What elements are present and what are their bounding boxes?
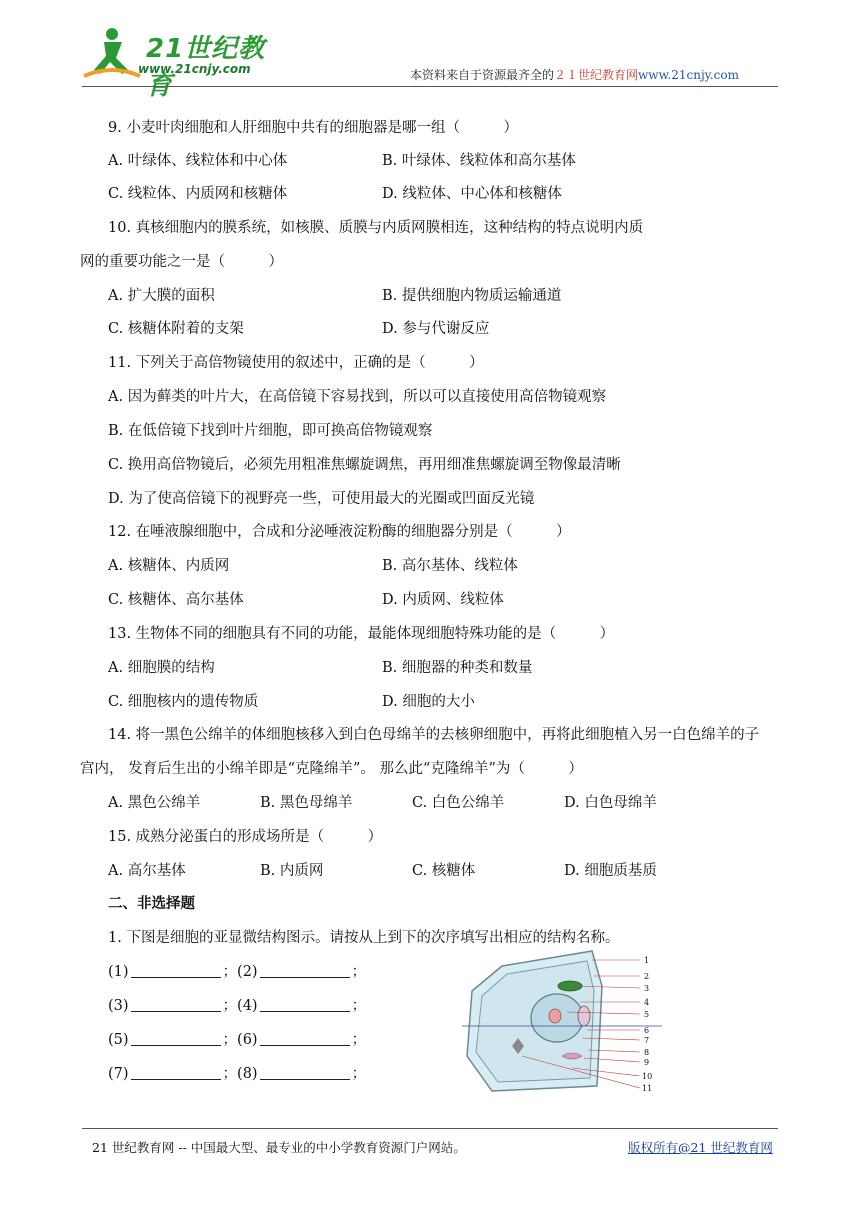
q9-option-b: B. 叶绿体、线粒体和高尔基体 xyxy=(382,153,576,169)
q14-option-a: A. 黑色公绵羊 xyxy=(108,795,201,811)
question-12-stem: 12. 在唾液腺细胞中，合成和分泌唾液淀粉酶的细胞器分别是（ ） xyxy=(108,524,571,540)
section2-question-1-stem: 1. 下图是细胞的亚显微结构图示。请按从上到下的次序填写出相应的结构名称。 xyxy=(108,930,620,946)
blank-sep: ； xyxy=(351,1066,367,1082)
diagram-label-7: 7 xyxy=(644,1036,650,1045)
q12-option-d: D. 内质网、线粒体 xyxy=(382,592,504,608)
blank-label-2: (2) xyxy=(237,964,258,980)
q15-option-c: C. 核糖体 xyxy=(412,863,476,879)
blank-5[interactable] xyxy=(131,1031,221,1046)
blank-sep: ； xyxy=(222,964,238,980)
footer-divider xyxy=(82,1128,778,1129)
q13-option-b: B. 细胞器的种类和数量 xyxy=(382,660,533,676)
blank-sep: ； xyxy=(351,1032,367,1048)
question-14-stem: 14. 将一黑色公绵羊的体细胞核移入到白色母绵羊的去核卵细胞中，再将此细胞植入另一白色绵羊的子 xyxy=(108,727,760,743)
source-site: ２１世纪教育网 xyxy=(554,68,639,82)
logo-site: www.21cnjy.com xyxy=(138,62,251,76)
blank-label-4: (4) xyxy=(237,998,258,1014)
blank-row-4 xyxy=(108,1062,366,1083)
question-11-stem: 11. 下列关于高倍物镜使用的叙述中，正确的是（ ） xyxy=(108,355,484,371)
site-logo xyxy=(82,24,292,101)
runner-logo-icon xyxy=(82,24,142,80)
diagram-label-4: 4 xyxy=(644,998,650,1007)
blank-2[interactable] xyxy=(260,963,350,978)
blank-label-5: (5) xyxy=(108,1032,129,1048)
q11-option-c: C. 换用高倍物镜后，必须先用粗准焦螺旋调焦，再用细准焦螺旋调至物像最清晰 xyxy=(108,457,621,473)
q15-option-a: A. 高尔基体 xyxy=(108,863,186,879)
q10-option-c: C. 核糖体附着的支架 xyxy=(108,321,244,337)
source-url-link[interactable]: www.21cnjy.com xyxy=(638,68,739,82)
blank-3[interactable] xyxy=(131,997,221,1012)
blank-7[interactable] xyxy=(131,1065,221,1080)
diagram-label-3: 3 xyxy=(644,984,650,993)
q12-option-a: A. 核糖体、内质网 xyxy=(108,558,230,574)
blank-sep: ； xyxy=(351,998,367,1014)
blank-1[interactable] xyxy=(131,963,221,978)
page-header xyxy=(0,0,860,101)
q12-option-b: B. 高尔基体、线粒体 xyxy=(382,558,518,574)
blank-8[interactable] xyxy=(260,1065,350,1080)
blank-row-3 xyxy=(108,1028,366,1049)
q13-option-c: C. 细胞核内的遗传物质 xyxy=(108,694,259,710)
diagram-label-8: 8 xyxy=(644,1048,650,1057)
blank-sep: ； xyxy=(222,998,238,1014)
logo-brand: 21世纪教育 xyxy=(146,34,266,101)
footer-left-text: 21 世纪教育网 -- 中国最大型、最专业的中小学教育资源门户网站。 xyxy=(92,1140,466,1155)
header-divider xyxy=(82,86,778,87)
diagram-label-5: 5 xyxy=(644,1010,650,1019)
diagram-label-10: 10 xyxy=(642,1072,653,1081)
question-15-stem: 15. 成熟分泌蛋白的形成场所是（ ） xyxy=(108,829,383,845)
q14-option-d: D. 白色母绵羊 xyxy=(564,795,657,811)
q9-option-d: D. 线粒体、中心体和核糖体 xyxy=(382,186,562,202)
question-13-stem: 13. 生物体不同的细胞具有不同的功能，最能体现细胞特殊功能的是（ ） xyxy=(108,626,615,642)
blank-row-1 xyxy=(108,960,366,981)
q11-option-d: D. 为了使高倍镜下的视野亮一些，可使用最大的光圈或凹面反光镜 xyxy=(108,491,535,507)
q14-option-c: C. 白色公绵羊 xyxy=(412,795,505,811)
q12-option-c: C. 核糖体、高尔基体 xyxy=(108,592,244,608)
blank-4[interactable] xyxy=(260,997,350,1012)
q10-option-a: A. 扩大膜的面积 xyxy=(108,288,215,304)
blank-label-6: (6) xyxy=(237,1032,258,1048)
question-9-stem: 9. 小麦叶肉细胞和人肝细胞中共有的细胞器是哪一组（ ） xyxy=(108,120,518,136)
blank-sep: ； xyxy=(222,1032,238,1048)
blank-label-3: (3) xyxy=(108,998,129,1014)
footer-copyright-link[interactable]: 版权所有@21 世纪教育网 xyxy=(628,1140,773,1155)
blank-sep: ； xyxy=(222,1066,238,1082)
source-prefix: 本资料来自于资源最齐全的 xyxy=(410,68,555,82)
blank-sep: ； xyxy=(351,964,367,980)
q14-option-b: B. 黑色母绵羊 xyxy=(260,795,353,811)
q15-option-d: D. 细胞质基质 xyxy=(564,863,657,879)
q9-option-a: A. 叶绿体、线粒体和中心体 xyxy=(108,153,288,169)
question-14-stem-cont: 宫内， 发育后生出的小绵羊即是“克隆绵羊”。 那么此“克隆绵羊”为（ ） xyxy=(80,761,583,777)
diagram-label-1: 1 xyxy=(644,956,650,965)
q11-option-b: B. 在低倍镜下找到叶片细胞，即可换高倍物镜观察 xyxy=(108,423,433,439)
source-line xyxy=(410,66,739,83)
q15-option-b: B. 内质网 xyxy=(260,863,324,879)
question-10-stem: 10. 真核细胞内的膜系统，如核膜、质膜与内质网膜相连，这种结构的特点说明内质 xyxy=(108,220,644,236)
section-2-title: 二、非选择题 xyxy=(108,896,195,912)
q13-option-a: A. 细胞膜的结构 xyxy=(108,660,215,676)
q10-option-b: B. 提供细胞内物质运输通道 xyxy=(382,288,562,304)
diagram-label-9: 9 xyxy=(644,1058,650,1067)
diagram-label-6: 6 xyxy=(644,1026,650,1035)
blank-label-7: (7) xyxy=(108,1066,129,1082)
mitochondrion-shape xyxy=(578,1006,590,1026)
blank-label-1: (1) xyxy=(108,964,129,980)
nucleolus-shape xyxy=(549,1009,561,1023)
q13-option-d: D. 细胞的大小 xyxy=(382,694,475,710)
diagram-label-11: 11 xyxy=(642,1084,653,1093)
diagram-label-2: 2 xyxy=(644,972,650,981)
blank-6[interactable] xyxy=(260,1031,350,1046)
question-10-stem-cont: 网的重要功能之一是（ ） xyxy=(80,254,283,270)
q11-option-a: A. 因为藓类的叶片大，在高倍镜下容易找到，所以可以直接使用高倍物镜观察 xyxy=(108,389,607,405)
q9-option-c: C. 线粒体、内质网和核糖体 xyxy=(108,186,288,202)
q10-option-d: D. 参与代谢反应 xyxy=(382,321,490,337)
blank-row-2 xyxy=(108,994,366,1015)
plant-cell-diagram xyxy=(462,946,662,1096)
blank-label-8: (8) xyxy=(237,1066,258,1082)
